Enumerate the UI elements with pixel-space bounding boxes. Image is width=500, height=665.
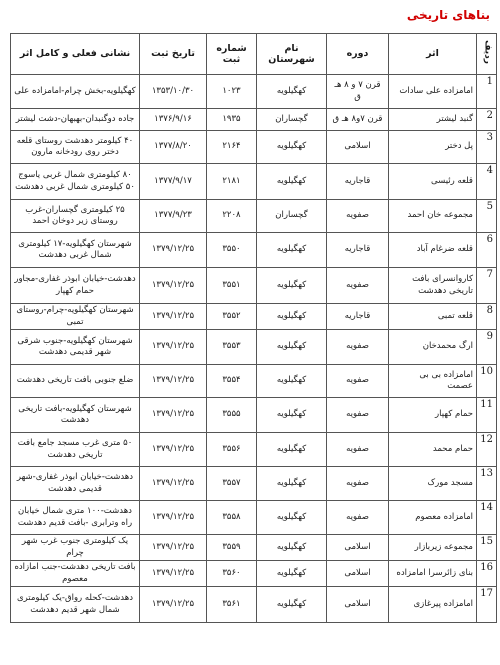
- row-location: ۵۰ متری غرب مسجد جامع بافت تاریخی دهدشت: [11, 433, 140, 467]
- row-name: حمام کهپار: [389, 398, 477, 433]
- table-row: [11, 268, 497, 304]
- row-location: ۸۰ کیلومتری شمال غربی یاسوج ۵۰ کیلومتری شمال غربی دهدشت: [11, 164, 140, 200]
- row-reg-no: ۲۱۸۱: [207, 164, 257, 200]
- table-row: [11, 304, 497, 330]
- row-period: قرن ۷و۸ هـ ق: [327, 109, 389, 131]
- table-row: [11, 365, 497, 398]
- row-period: صفویه: [327, 467, 389, 501]
- table-row: [11, 131, 497, 164]
- row-index: 5: [477, 200, 497, 233]
- row-location: شهرستان کهگیلویه-چرام-روستای تمبی: [11, 304, 140, 330]
- table-row: [11, 398, 497, 433]
- row-name: گنبد لیشتر: [389, 109, 477, 131]
- row-period: اسلامی: [327, 561, 389, 587]
- historic-buildings-table: [10, 33, 497, 623]
- row-name: مجموعه خان احمد: [389, 200, 477, 233]
- row-period: صفویه: [327, 200, 389, 233]
- row-period: صفویه: [327, 398, 389, 433]
- row-index: 2: [477, 109, 497, 131]
- table-row: [11, 501, 497, 535]
- row-reg-no: ۳۵۵۰: [207, 233, 257, 268]
- row-city: کهگیلویه: [257, 433, 327, 467]
- row-period: قرن ۷ و ۸ هـ ق: [327, 75, 389, 109]
- row-index: 7: [477, 268, 497, 304]
- table-row: [11, 587, 497, 623]
- row-reg-date: ۱۳۷۹/۱۲/۲۵: [140, 467, 207, 501]
- row-location: یک کیلومتری جنوب غرب شهر چرام: [11, 535, 140, 561]
- row-reg-no: ۳۵۵۱: [207, 268, 257, 304]
- row-city: کهگیلویه: [257, 75, 327, 109]
- row-city: کهگیلویه: [257, 233, 327, 268]
- row-reg-date: ۱۳۷۹/۱۲/۲۵: [140, 330, 207, 365]
- row-reg-no: ۳۵۵۲: [207, 304, 257, 330]
- col-header-period: دوره: [327, 34, 389, 75]
- row-period: اسلامی: [327, 535, 389, 561]
- row-city: کهگیلویه: [257, 467, 327, 501]
- row-reg-no: ۱۹۳۵: [207, 109, 257, 131]
- row-reg-no: ۳۵۶۰: [207, 561, 257, 587]
- row-reg-no: ۳۵۶۱: [207, 587, 257, 623]
- row-city: گچساران: [257, 200, 327, 233]
- row-location: دهدشت-۱۰۰ متری شمال خیابان راه وترابری -بافت قدیم دهدشت: [11, 501, 140, 535]
- row-location: ۲۵ کیلومتری گچساران-غرب روستای زیر دوخان احمد: [11, 200, 140, 233]
- row-name: مسجد مورک: [389, 467, 477, 501]
- row-reg-date: ۱۳۷۹/۱۲/۲۵: [140, 233, 207, 268]
- col-header-index: ردیف: [477, 34, 497, 75]
- row-name: ارگ محمدخان: [389, 330, 477, 365]
- row-index: 16: [477, 561, 497, 587]
- row-reg-date: ۱۳۷۷/۹/۱۷: [140, 164, 207, 200]
- row-index: 13: [477, 467, 497, 501]
- row-reg-no: ۳۵۵۳: [207, 330, 257, 365]
- row-location: کهگیلویه-بخش چرام-امامزاده علی: [11, 75, 140, 109]
- col-header-name: اثر: [389, 34, 477, 75]
- row-name: امامزاده علی سادات: [389, 75, 477, 109]
- row-index: 12: [477, 433, 497, 467]
- row-index: 8: [477, 304, 497, 330]
- row-period: اسلامی: [327, 131, 389, 164]
- row-reg-date: ۱۳۷۷/۸/۲۰: [140, 131, 207, 164]
- row-reg-date: ۱۳۷۹/۱۲/۲۵: [140, 433, 207, 467]
- row-reg-date: ۱۳۷۹/۱۲/۲۵: [140, 268, 207, 304]
- row-index: 14: [477, 501, 497, 535]
- row-city: کهگیلویه: [257, 535, 327, 561]
- row-name: حمام محمد: [389, 433, 477, 467]
- header-row: [11, 34, 497, 75]
- row-period: قاجاریه: [327, 304, 389, 330]
- row-reg-no: ۲۲۰۸: [207, 200, 257, 233]
- row-location: شهرستان کهگیلویه-جنوب شرقی شهر قدیمی دهدشت: [11, 330, 140, 365]
- row-period: قاجاریه: [327, 164, 389, 200]
- row-location: ضلع جنوبی بافت تاریخی دهدشت: [11, 365, 140, 398]
- row-index: 3: [477, 131, 497, 164]
- row-name: بنای زائرسرا امامزاده: [389, 561, 477, 587]
- table-row: [11, 109, 497, 131]
- row-city: کهگیلویه: [257, 330, 327, 365]
- table-row: [11, 535, 497, 561]
- row-reg-no: ۳۵۵۴: [207, 365, 257, 398]
- row-period: اسلامی: [327, 587, 389, 623]
- row-location: شهرستان کهگیلویه-۱۷ کیلومتری شمال غربی دهدشت: [11, 233, 140, 268]
- col-header-city: نام شهرستان: [257, 34, 327, 75]
- row-location: جاده دوگنبدان-بهبهان-دشت لیشتر: [11, 109, 140, 131]
- row-reg-no: ۳۵۵۵: [207, 398, 257, 433]
- row-reg-date: ۱۳۷۹/۱۲/۲۵: [140, 365, 207, 398]
- row-city: کهگیلویه: [257, 365, 327, 398]
- row-name: پل دختر: [389, 131, 477, 164]
- row-city: کهگیلویه: [257, 164, 327, 200]
- table-row: [11, 330, 497, 365]
- row-location: دهدشت-خیابان ابوذر غفاری-شهر قدیمی دهدشت: [11, 467, 140, 501]
- row-reg-no: ۲۱۶۴: [207, 131, 257, 164]
- row-city: کهگیلویه: [257, 304, 327, 330]
- row-name: امامزاده بی بی عصمت: [389, 365, 477, 398]
- row-name: امامزاده پیرغازی: [389, 587, 477, 623]
- row-city: کهگیلویه: [257, 587, 327, 623]
- row-index: 1: [477, 75, 497, 109]
- row-reg-date: ۱۳۷۹/۱۲/۲۵: [140, 398, 207, 433]
- row-name: کاروانسرای بافت تاریخی دهدشت: [389, 268, 477, 304]
- row-reg-no: ۳۵۵۸: [207, 501, 257, 535]
- row-index: 11: [477, 398, 497, 433]
- row-name: مجموعه زیربازار: [389, 535, 477, 561]
- table-row: [11, 467, 497, 501]
- row-city: کهگیلویه: [257, 268, 327, 304]
- table-row: [11, 433, 497, 467]
- row-period: صفویه: [327, 433, 389, 467]
- row-location: شهرستان کهگیلویه-بافت تاریخی دهدشت: [11, 398, 140, 433]
- row-city: کهگیلویه: [257, 398, 327, 433]
- row-reg-no: ۳۵۵۶: [207, 433, 257, 467]
- row-reg-no: ۱۰۲۳: [207, 75, 257, 109]
- col-header-reg-date: تاریخ ثبت: [140, 34, 207, 75]
- table-row: [11, 200, 497, 233]
- table-row: [11, 233, 497, 268]
- col-header-location: نشانی فعلی و کامل اثر: [11, 34, 140, 75]
- row-reg-date: ۱۳۷۶/۹/۱۶: [140, 109, 207, 131]
- row-period: صفویه: [327, 268, 389, 304]
- row-index: 10: [477, 365, 497, 398]
- row-reg-no: ۳۵۵۹: [207, 535, 257, 561]
- row-location: دهدشت-کحله رواق-یک کیلومتری شمال شهر قدیم دهدشت: [11, 587, 140, 623]
- table-row: [11, 561, 497, 587]
- row-reg-date: ۱۳۷۹/۱۲/۲۵: [140, 587, 207, 623]
- col-header-reg-no: شماره ثبت: [207, 34, 257, 75]
- row-name: قلعه تمبی: [389, 304, 477, 330]
- row-name: امامزاده معصوم: [389, 501, 477, 535]
- row-reg-date: ۱۳۷۹/۱۲/۲۵: [140, 304, 207, 330]
- row-reg-date: ۱۳۵۳/۱۰/۳۰: [140, 75, 207, 109]
- table-row: [11, 164, 497, 200]
- row-city: گچساران: [257, 109, 327, 131]
- row-location: دهدشت-خیابان ابوذر غفاری-مجاور حمام کهپار: [11, 268, 140, 304]
- row-reg-date: ۱۳۷۹/۱۲/۲۵: [140, 501, 207, 535]
- row-reg-date: ۱۳۷۷/۹/۲۳: [140, 200, 207, 233]
- row-index: 6: [477, 233, 497, 268]
- row-name: قلعه ضرغام آباد: [389, 233, 477, 268]
- row-location: ۴۰ کیلومتر دهدشت روستای قلعه دختر روی رودخانه مارون: [11, 131, 140, 164]
- row-period: صفویه: [327, 501, 389, 535]
- row-reg-no: ۳۵۵۷: [207, 467, 257, 501]
- row-location: بافت تاریخی دهدشت-جنب امازاده معصوم: [11, 561, 140, 587]
- row-index: 15: [477, 535, 497, 561]
- row-index: 17: [477, 587, 497, 623]
- row-period: صفویه: [327, 330, 389, 365]
- row-reg-date: ۱۳۷۹/۱۲/۲۵: [140, 535, 207, 561]
- row-index: 9: [477, 330, 497, 365]
- row-index: 4: [477, 164, 497, 200]
- page-title: بناهای تاریخی: [406, 8, 490, 22]
- row-period: قاجاریه: [327, 233, 389, 268]
- table-row: [11, 75, 497, 109]
- row-reg-date: ۱۳۷۹/۱۲/۲۵: [140, 561, 207, 587]
- row-city: کهگیلویه: [257, 561, 327, 587]
- row-city: کهگیلویه: [257, 131, 327, 164]
- row-period: صفویه: [327, 365, 389, 398]
- row-city: کهگیلویه: [257, 501, 327, 535]
- row-name: قلعه رئیسی: [389, 164, 477, 200]
